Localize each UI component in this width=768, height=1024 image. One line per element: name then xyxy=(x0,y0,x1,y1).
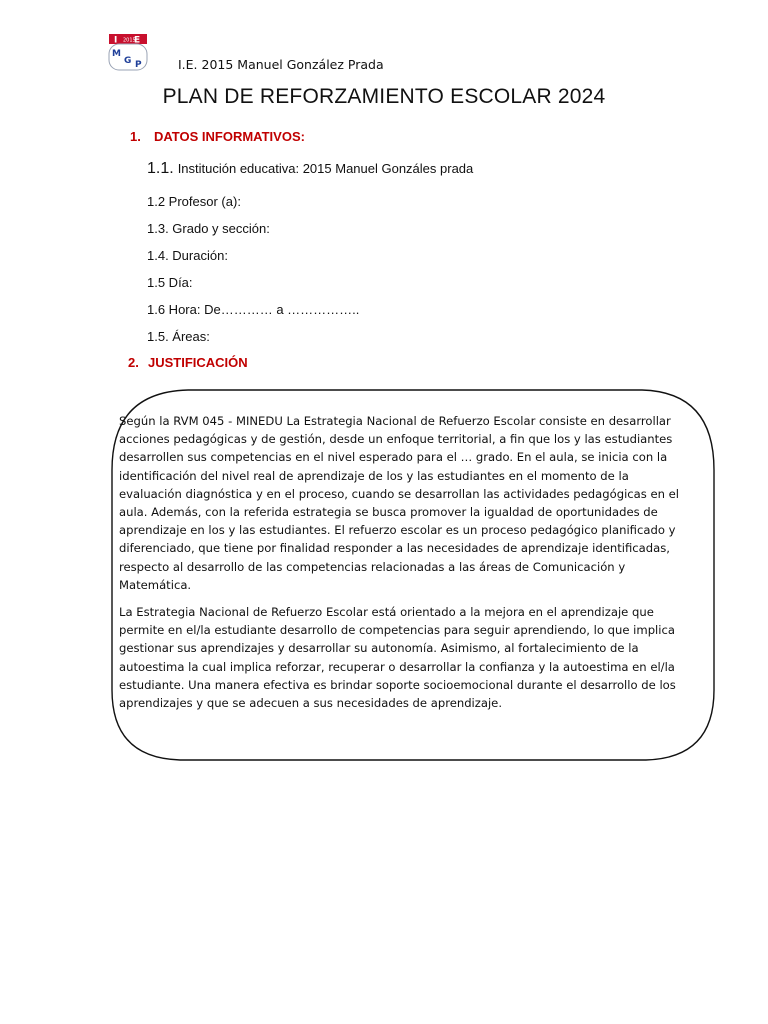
logo-number: 2015 xyxy=(123,37,136,44)
section-number: 2. xyxy=(128,355,139,370)
school-name: I.E. 2015 Manuel González Prada xyxy=(178,57,384,72)
field-number: 1.1. xyxy=(147,160,174,177)
field-hora: 1.6 Hora: De………… a …………….. xyxy=(147,302,360,317)
field-text: Institución educativa: 2015 Manuel Gonzáles prada xyxy=(177,161,474,176)
logo-letter-i: I xyxy=(114,35,118,46)
page-title: PLAN DE REFORZAMIENTO ESCOLAR 2024 xyxy=(162,85,606,108)
logo-letter-m: M xyxy=(112,49,121,59)
field-dia: 1.5 Día: xyxy=(147,275,193,290)
field-areas: 1.5. Áreas: xyxy=(147,329,210,344)
logo-letter-p: P xyxy=(135,60,142,70)
justification-paragraph-1: Según la RVM 045 - MINEDU La Estrategia Nacional de Refuerzo Escolar consiste en desarrollar acciones pedagógicas y de gestión, desde un enfoque territorial, a fin que los y las estudiantes desarrollen sus competencias en el nivel esperado para el … grado. En el aula, se inicia con la identificación del nivel real de aprendizaje de los y las estudiantes en el momento de la evaluación diagnóstica y en el proceso, cuando se desarrollan las actividades pedagógicas en el aula. Además, con la referida estrategia se busca promover la igualdad de oportunidades de aprendizaje en los y las estudiantes. El refuerzo escolar es un proceso pedagógico planificado y diferenciado, que tiene por finalidad responder a las necesidades de aprendizaje identificadas, respecto al desarrollo de las competencias relacionadas a las áreas de Comunicación y Matemática. xyxy=(119,414,680,592)
section-title: JUSTIFICACIÓN xyxy=(148,355,248,370)
logo-letter-g: G xyxy=(124,56,132,66)
justification-paragraph-2: La Estrategia Nacional de Refuerzo Escolar está orientado a la mejora en el aprendizaje que permite en el/la estudiante desarrollo de competencias para seguir aprendiendo, lo que implica gestionar sus aprendizajes y desarrollar su autonomía. Asimismo, al fortalecimiento de la autoestima la cual implica reforzar, recuperar o desarrollar la confianza y la autoestima en el/la estudiante. Una manera efectiva es brindar soporte socioemocional durante el desarrollo de los aprendizajes y que se adecuen a sus necesidades de aprendizaje. xyxy=(119,605,676,711)
field-grado-seccion: 1.3. Grado y sección: xyxy=(147,221,270,236)
field-duracion: 1.4. Duración: xyxy=(147,248,228,263)
section-number: 1. xyxy=(130,129,141,144)
logo-letter-e: E xyxy=(134,35,141,46)
section-title: DATOS INFORMATIVOS: xyxy=(154,129,305,144)
field-profesor: 1.2 Profesor (a): xyxy=(147,194,241,209)
justification-text xyxy=(119,412,679,721)
